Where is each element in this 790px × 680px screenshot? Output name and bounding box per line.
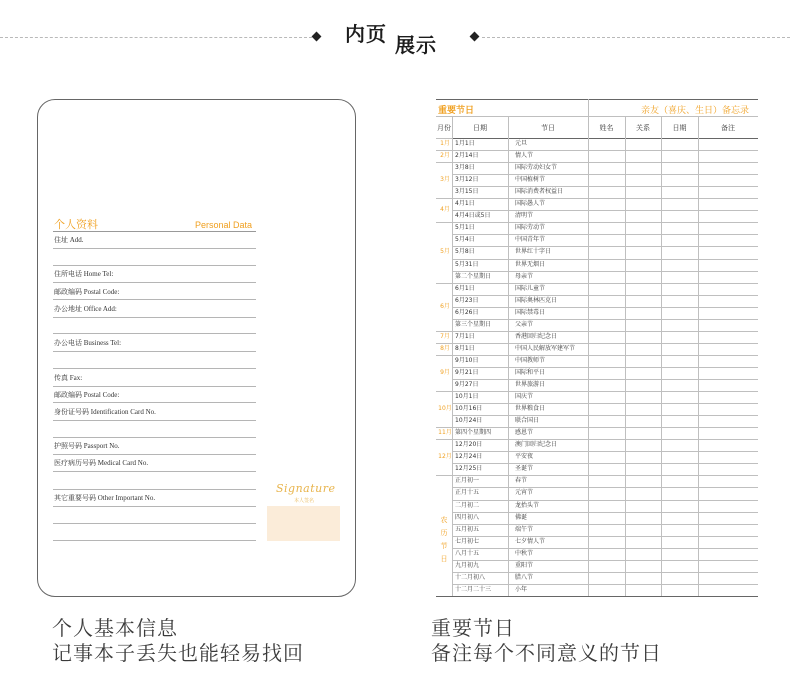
signature-label-cn: 本人签名 <box>294 498 315 504</box>
field-line <box>53 248 256 249</box>
table-cell-holiday: 圣诞节 <box>515 465 534 473</box>
field-line <box>53 540 256 541</box>
table-cell-holiday: 国际劳动妇女节 <box>515 164 558 172</box>
table-cell-date: 十二月初八 <box>455 573 486 581</box>
table-cell-holiday: 元旦 <box>515 140 528 147</box>
divider <box>53 231 256 232</box>
field-line <box>53 282 256 283</box>
table-cell-date: 6月26日 <box>455 308 479 316</box>
table-cell-date: 3月12日 <box>455 176 479 184</box>
signature-label: Signature <box>276 482 336 495</box>
field-label: 办公电话 Business Tel: <box>54 339 122 347</box>
field-label: 邮政编码 Postal Code: <box>54 391 120 399</box>
diamond-icon <box>470 32 480 42</box>
table-cell-holiday: 重阳节 <box>515 561 534 569</box>
table-cell-date: 5月4日 <box>455 236 475 244</box>
table-row <box>452 319 758 320</box>
table-cell-date: 4月4日或5日 <box>455 212 491 220</box>
table-rule <box>436 162 452 163</box>
table-cell-date: 8月1日 <box>455 344 475 352</box>
table-rule <box>436 596 758 597</box>
table-row <box>452 355 758 356</box>
field-label: 身份证号码 Identification Card No. <box>54 408 156 416</box>
table-cell-holiday: 中国人民解放军建军节 <box>515 344 576 352</box>
table-cell-holiday: 香港回归纪念日 <box>515 332 558 340</box>
table-row <box>452 584 758 585</box>
table-cell-holiday: 龙抬头节 <box>515 501 540 509</box>
table-cell-date: 10月24日 <box>455 417 483 425</box>
diamond-icon <box>312 32 322 42</box>
table-row <box>452 572 758 573</box>
field-line <box>53 420 256 421</box>
table-row <box>452 246 758 247</box>
month-label: 3月 <box>440 176 450 184</box>
field-label: 医疗病历号码 Medical Card No. <box>54 459 149 467</box>
caption-left-line2: 记事本子丢失也能轻易找回 <box>52 641 304 665</box>
table-row <box>452 186 758 187</box>
field-label: 传真 Fax: <box>54 374 83 382</box>
table-row <box>452 150 758 151</box>
table-cell-holiday: 七夕情人节 <box>515 537 546 545</box>
table-cell-date: 10月16日 <box>455 405 483 413</box>
column-header: 月份 <box>437 124 451 132</box>
table-rule <box>436 198 452 199</box>
table-row <box>452 439 758 440</box>
table-cell-holiday: 国际奥林匹克日 <box>515 296 558 304</box>
month-label: 10月 <box>438 405 452 413</box>
table-row <box>452 524 758 525</box>
table-cell-date: 5月31日 <box>455 260 479 268</box>
field-label: 住所电话 Home Tel: <box>54 270 114 278</box>
field-label: 其它重要号码 Other Important No. <box>54 494 156 502</box>
table-cell-date: 7月1日 <box>455 332 475 340</box>
table-rule <box>436 222 452 223</box>
month-label: 2月 <box>440 152 450 160</box>
field-line <box>53 351 256 352</box>
table-row <box>452 536 758 537</box>
field-label: 办公地址 Office Add: <box>54 305 117 313</box>
table-cell-date: 6月1日 <box>455 284 475 292</box>
caption-right-line1: 重要节日 <box>431 616 515 640</box>
month-label: 11月 <box>438 429 452 437</box>
table-cell-holiday: 中国教师节 <box>515 356 546 364</box>
table-row <box>452 475 758 476</box>
field-line <box>53 333 256 334</box>
table-rule <box>436 99 758 100</box>
table-cell-date: 第四个星期四 <box>455 429 492 437</box>
table-row <box>452 283 758 284</box>
table-row <box>452 162 758 163</box>
field-label: 住址 Add. <box>54 236 84 244</box>
signature-box <box>267 506 340 541</box>
table-cell-holiday: 中国青年节 <box>515 236 546 244</box>
table-cell-date: 八月十五 <box>455 549 480 557</box>
table-cell-holiday: 佛诞 <box>515 513 528 521</box>
lunar-label: 历 <box>440 529 448 537</box>
table-row <box>452 331 758 332</box>
table-cell-holiday: 小年 <box>515 585 528 593</box>
table-cell-date: 5月1日 <box>455 224 475 232</box>
table-cell-date: 二月初二 <box>455 501 480 509</box>
table-row <box>452 343 758 344</box>
table-row <box>452 379 758 380</box>
table-cell-holiday: 春节 <box>515 477 528 485</box>
table-cell-date: 10月1日 <box>455 393 479 401</box>
table-cell-holiday: 国际和平日 <box>515 368 546 376</box>
table-cell-date: 正月初一 <box>455 477 480 485</box>
header-divider-left <box>0 37 312 38</box>
table-cell-date: 12月20日 <box>455 441 483 449</box>
table-cell-holiday: 国际愚人节 <box>515 200 546 208</box>
table-row <box>452 367 758 368</box>
field-line <box>53 299 256 300</box>
field-label: 邮政编码 Postal Code: <box>54 288 120 296</box>
table-cell-holiday: 国际劳动节 <box>515 224 546 232</box>
table-cell-date: 第三个星期日 <box>455 320 492 328</box>
month-label: 12月 <box>438 453 452 461</box>
field-line <box>53 265 256 266</box>
table-cell-date: 12月25日 <box>455 465 483 473</box>
table-row <box>452 210 758 211</box>
table-cell-holiday: 联合国日 <box>515 417 540 425</box>
table-cell-holiday: 国庆节 <box>515 393 534 401</box>
table-rule <box>436 391 452 392</box>
table-cell-holiday: 元宵节 <box>515 489 534 497</box>
table-rule <box>436 355 452 356</box>
field-line <box>53 506 256 507</box>
field-line <box>53 437 256 438</box>
table-cell-holiday: 国际儿童节 <box>515 284 546 292</box>
table-cell-date: 9月21日 <box>455 368 479 376</box>
personal-info-title: 个人资料 <box>54 218 98 231</box>
table-row <box>452 174 758 175</box>
table-rule <box>436 283 452 284</box>
caption-left-line1: 个人基本信息 <box>52 616 178 640</box>
table-cell-date: 七月初七 <box>455 537 480 545</box>
table-cell-date: 正月十五 <box>455 489 480 497</box>
header-divider-right <box>482 37 790 38</box>
table-cell-holiday: 端午节 <box>515 525 534 533</box>
field-line <box>53 471 256 472</box>
table-cell-date: 四月初八 <box>455 513 480 521</box>
table-row <box>452 403 758 404</box>
table-row <box>452 391 758 392</box>
table-cell-holiday: 世界旅游日 <box>515 381 546 388</box>
month-label: 6月 <box>440 302 450 310</box>
table-row <box>452 500 758 501</box>
field-line <box>53 454 256 455</box>
table-cell-holiday: 母亲节 <box>515 272 534 280</box>
table-cell-holiday: 澳门回归纪念日 <box>515 441 558 449</box>
table-rule <box>436 116 758 117</box>
table-row <box>452 295 758 296</box>
table-cell-holiday: 国际禁毒日 <box>515 308 546 316</box>
table-cell-date: 9月10日 <box>455 356 479 364</box>
table-cell-date: 第二个星期日 <box>455 272 492 280</box>
table-cell-holiday: 国际消费者权益日 <box>515 188 564 196</box>
table-row <box>452 560 758 561</box>
table-row <box>452 415 758 416</box>
table-cell-date: 五月初五 <box>455 525 480 533</box>
table-row <box>452 307 758 308</box>
table-cell-holiday: 父亲节 <box>515 320 534 328</box>
table-cell-holiday: 腊八节 <box>515 573 534 581</box>
table-cell-holiday: 世界红十字日 <box>515 248 552 256</box>
lunar-label: 日 <box>440 555 448 563</box>
table-cell-date: 九月初九 <box>455 561 480 569</box>
table-cell-holiday: 平安夜 <box>515 453 534 461</box>
table-row <box>452 463 758 464</box>
table-rule <box>436 475 452 476</box>
lunar-label: 农 <box>440 516 448 524</box>
table-cell-holiday: 中秋节 <box>515 549 534 557</box>
table-row <box>452 198 758 199</box>
table-rule <box>436 439 452 440</box>
table-cell-date: 4月1日 <box>455 200 475 208</box>
table-cell-date: 6月23日 <box>455 296 479 304</box>
table-rule <box>588 99 589 116</box>
table-cell-date: 12月24日 <box>455 453 483 461</box>
field-line <box>53 523 256 524</box>
table-cell-holiday: 世界粮食日 <box>515 405 546 413</box>
field-line <box>53 402 256 403</box>
table-row <box>452 427 758 428</box>
table-row <box>452 512 758 513</box>
month-label: 8月 <box>440 344 450 352</box>
month-label: 1月 <box>440 140 450 148</box>
table-cell-holiday: 感恩节 <box>515 429 534 437</box>
field-line <box>53 489 256 490</box>
month-label: 9月 <box>440 368 450 376</box>
page-title: 内页 <box>345 22 387 46</box>
lunar-label: 节 <box>440 542 448 550</box>
personal-info-title-en: Personal Data <box>195 220 253 230</box>
table-cell-date: 3月8日 <box>455 164 475 172</box>
month-label: 5月 <box>440 248 450 256</box>
table-row <box>452 451 758 452</box>
table-cell-date: 1月1日 <box>455 140 475 147</box>
column-header: 备注 <box>721 124 735 132</box>
table-cell-holiday: 情人节 <box>515 152 534 160</box>
table-row <box>452 271 758 272</box>
table-cell-date: 2月14日 <box>455 152 479 160</box>
month-label: 7月 <box>440 332 450 340</box>
holidays-title: 重要节日 <box>438 106 475 116</box>
table-cell-holiday: 中国植树节 <box>515 176 546 184</box>
column-header: 关系 <box>636 124 650 132</box>
table-row <box>452 234 758 235</box>
page-title-suffix: 展示 <box>395 33 437 57</box>
field-line <box>53 368 256 369</box>
table-row <box>452 259 758 260</box>
table-cell-date: 5月8日 <box>455 248 475 256</box>
month-label: 4月 <box>440 206 450 214</box>
table-cell-holiday: 世界无烟日 <box>515 260 546 268</box>
table-cell-date: 十二月二十三 <box>455 585 492 593</box>
table-rule <box>436 138 758 139</box>
column-header: 日期 <box>672 124 687 132</box>
field-line <box>53 317 256 318</box>
caption-right-line2: 备注每个不同意义的节日 <box>431 641 662 665</box>
field-label: 护照号码 Passport No. <box>54 442 120 450</box>
column-header: 姓名 <box>599 124 614 132</box>
table-row <box>452 487 758 488</box>
table-cell-date: 9月27日 <box>455 381 479 388</box>
memo-title: 亲友（喜庆、生日）备忘录 <box>641 106 750 116</box>
table-cell-holiday: 清明节 <box>515 212 534 220</box>
column-header: 节日 <box>541 124 555 132</box>
table-cell-date: 3月15日 <box>455 188 479 196</box>
field-line <box>53 386 256 387</box>
table-row <box>452 222 758 223</box>
column-header: 日期 <box>473 124 487 132</box>
table-row <box>452 548 758 549</box>
